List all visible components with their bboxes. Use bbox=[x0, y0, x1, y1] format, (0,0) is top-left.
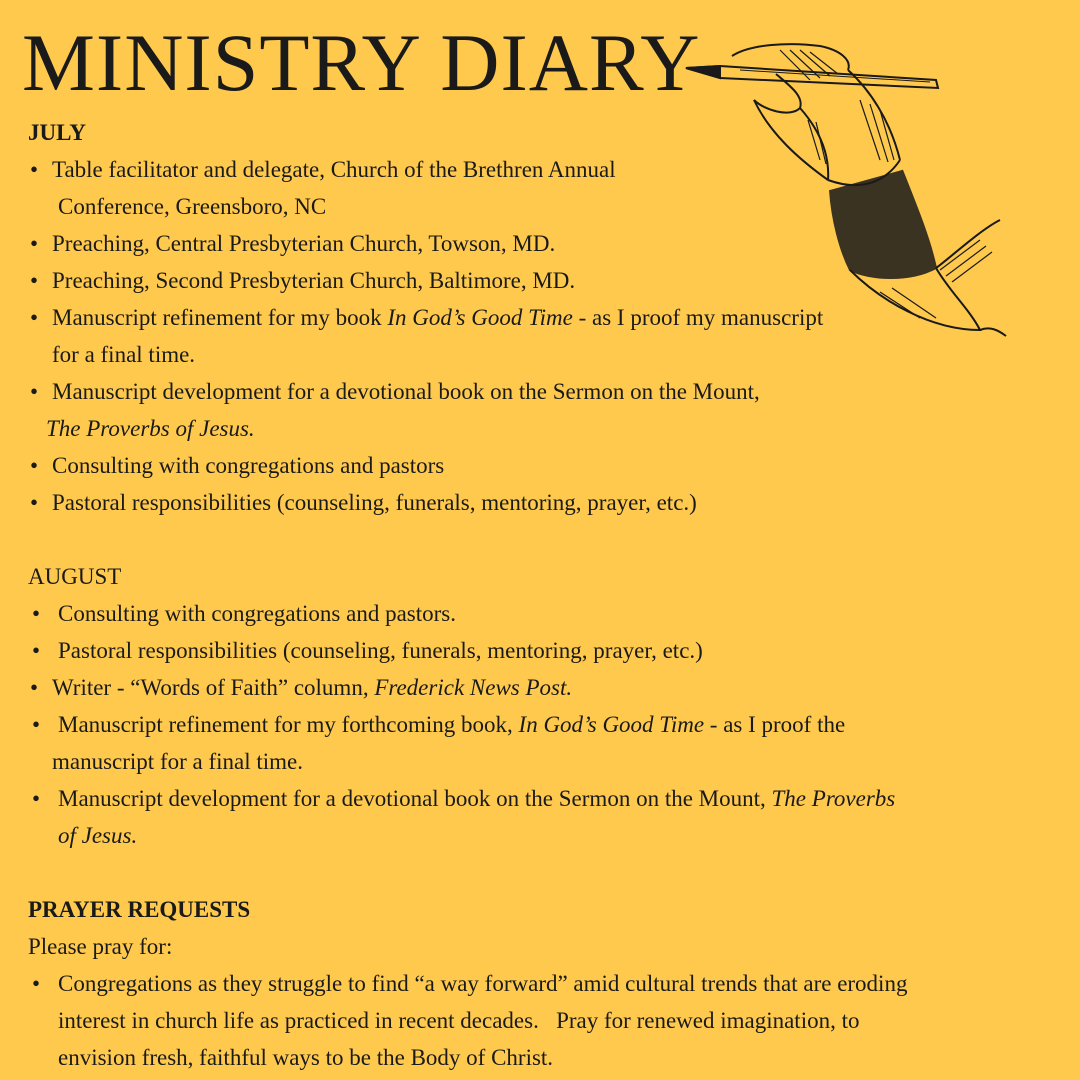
list-item: • Preaching, Central Presbyterian Church, Towson, MD. bbox=[28, 225, 1028, 262]
list-item: • Consulting with congregations and pastors bbox=[28, 447, 1028, 484]
item-text: Writer - “Words of Faith” column, bbox=[52, 675, 375, 700]
list-item bbox=[28, 780, 1028, 854]
list-item bbox=[28, 706, 1028, 780]
prayer-requests-heading: PRAYER REQUESTS bbox=[28, 897, 251, 922]
page-title: MINISTRY DIARY bbox=[22, 17, 701, 108]
item-text-continued: interest in church life as practiced in recent decades. Pray for renewed imagination, to bbox=[58, 1008, 860, 1033]
list-item: • Pastoral responsibilities (counseling, funerals, mentoring, prayer, etc.) bbox=[28, 632, 1028, 669]
book-title: The Proverbs bbox=[771, 786, 896, 811]
prayer-list bbox=[28, 965, 1028, 1076]
item-text-continued: Conference, Greensboro, NC bbox=[58, 194, 327, 219]
book-title: In God’s Good Time - bbox=[518, 712, 724, 737]
august-heading: AUGUST bbox=[28, 564, 122, 589]
item-text: Manuscript refinement for my forthcoming book, bbox=[58, 712, 519, 737]
list-item bbox=[28, 299, 1028, 373]
publication-title: Frederick News Post. bbox=[374, 675, 573, 700]
item-text: Manuscript refinement for my book bbox=[52, 305, 388, 330]
list-item: • Preaching, Second Presbyterian Church, Baltimore, MD. bbox=[28, 262, 1028, 299]
book-title: In God’s Good Time - bbox=[387, 305, 593, 330]
item-text: as I proof my manuscript bbox=[592, 305, 824, 330]
list-item: • Consulting with congregations and pastors. bbox=[28, 595, 1028, 632]
prayer-intro: Please pray for: bbox=[28, 934, 173, 959]
item-text: Congregations as they struggle to find “a way forward” amid cultural trends that are eroding bbox=[58, 971, 908, 996]
diary-content bbox=[28, 114, 1028, 1076]
item-text: Manuscript development for a devotional book on the Sermon on the Mount, bbox=[58, 786, 772, 811]
item-text: Manuscript development for a devotional book on the Sermon on the Mount, bbox=[52, 379, 760, 404]
list-item: • Pastoral responsibilities (counseling, funerals, mentoring, prayer, etc.) bbox=[28, 484, 1028, 521]
item-text: Table facilitator and delegate, Church of the Brethren Annual bbox=[52, 157, 616, 182]
august-list bbox=[28, 595, 1028, 854]
july-heading: JULY bbox=[28, 120, 86, 145]
list-item bbox=[28, 373, 1028, 447]
book-title: The Proverbs of Jesus. bbox=[46, 416, 255, 441]
list-item bbox=[28, 965, 1028, 1076]
item-text-continued: envision fresh, faithful ways to be the Body of Christ. bbox=[58, 1045, 554, 1070]
item-text-continued: for a final time. bbox=[52, 342, 196, 367]
list-item bbox=[28, 669, 1028, 706]
july-list bbox=[28, 151, 1028, 521]
list-item bbox=[28, 151, 1028, 225]
item-text: as I proof the bbox=[723, 712, 846, 737]
item-text-continued: manuscript for a final time. bbox=[52, 749, 304, 774]
book-title-continued: of Jesus. bbox=[58, 823, 138, 848]
